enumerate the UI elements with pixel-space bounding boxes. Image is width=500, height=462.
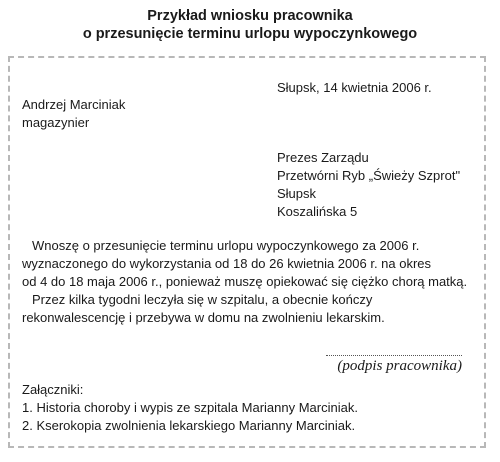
body-line-1: Wnoszę o przesunięcie terminu urlopu wypoczynkowego za 2006 r.: [32, 238, 420, 253]
body-line-3: od 4 do 18 maja 2006 r., ponieważ muszę opiekować się ciężko chorą matką.: [22, 274, 468, 289]
body-line-5: rekonwalescencję i przebywa w domu na zwolnieniu lekarskim.: [22, 310, 385, 325]
page-title: Przykład wniosku pracownika: [147, 8, 353, 24]
recipient-line-1: Prezes Zarządu: [277, 150, 369, 165]
recipient-line-4: Koszalińska 5: [277, 204, 358, 219]
attachments-label: Załączniki:: [22, 382, 84, 397]
attachment-item-2: 2. Kserokopia zwolnienia lekarskiego Marianny Marciniak.: [22, 418, 356, 433]
sender-position: magazynier: [22, 115, 90, 130]
recipient-line-3: Słupsk: [277, 186, 317, 201]
signature-label: (podpis pracownika): [337, 358, 462, 374]
page-subtitle: o przesunięcie terminu urlopu wypoczynkowego: [82, 26, 418, 42]
body-line-4: Przez kilka tygodni leczyła się w szpitalu, a obecnie kończy: [32, 292, 373, 307]
place-date: Słupsk, 14 kwietnia 2006 r.: [277, 80, 432, 95]
body-line-2: wyznaczonego do wykorzystania od 18 do 26 kwietnia 2006 r. na okres: [22, 256, 432, 271]
attachment-item-1: 1. Historia choroby i wypis ze szpitala Marianny Marciniak.: [22, 400, 358, 415]
sender-name: Andrzej Marciniak: [22, 97, 126, 112]
recipient-line-2: Przetwórni Ryb „Świeży Szprot": [277, 168, 461, 183]
